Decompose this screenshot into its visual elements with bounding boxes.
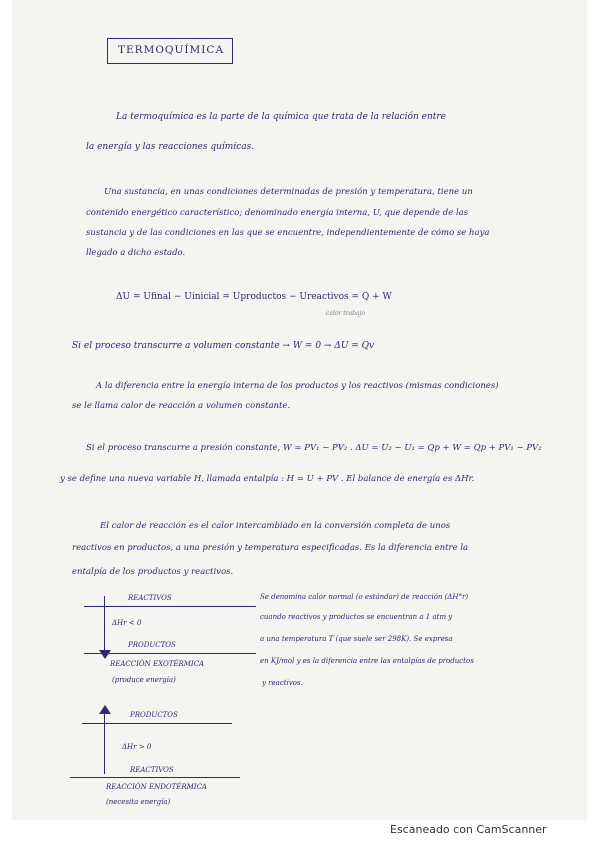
paragraph-line: La termoquímica es la parte de la química que trata de la relación entre (116, 112, 446, 122)
paragraph-line: sustancia y de las condiciones en las que se encuentre, independientemente de cómo se haya (86, 228, 490, 238)
endo-bottom-label: REACTIVOS (130, 766, 174, 774)
paragraph-line: Si el proceso transcurre a presión constante, W = PV₁ − PV₂ . ΔU = U₂ − U₁ = Qp + W = Qp + PV₁ − PV₂ (86, 443, 542, 453)
paragraph-line: se le llama calor de reacción a volumen constante. (72, 401, 291, 411)
exo-caption: REACCIÓN EXOTÉRMICA (110, 660, 205, 668)
endo-caption: REACCIÓN ENDOTÉRMICA (106, 783, 207, 791)
page-title: TERMOQUÍMICA (118, 44, 225, 56)
paragraph-line: y se define una nueva variable H, llamada entalpía : H = U + PV . El balance de energía es ΔHr. (60, 474, 475, 484)
equation-annotation: calor trabajo (326, 310, 365, 317)
paragraph-line: contenido energético característico; denominado energía interna, U, que depende de las (86, 208, 469, 218)
definition-line: y reactivos. (262, 679, 303, 687)
definition-line: Se denomina calor normal (o estándar) de reacción (ΔH°r) (260, 593, 469, 601)
exo-arrow-shaft (104, 596, 105, 654)
endo-top-label: PRODUCTOS (130, 711, 178, 719)
paragraph-line: reactivos en productos, a una presión y temperatura especificadas. Es la diferencia entre la (72, 543, 469, 553)
energy-equation: ΔU = Ufinal − Uinicial = Uproductos − Ureactivos = Q + W (116, 292, 392, 302)
exo-bottom-label: PRODUCTOS (128, 641, 176, 649)
endo-arrow-shaft (104, 712, 105, 774)
endo-bottom-level-line (70, 777, 240, 778)
arrow-down-icon (99, 650, 111, 660)
paragraph-line: A la diferencia entre la energía interna de los productos y los reactivos (mismas condiciones) (96, 381, 499, 391)
endo-note: (necesita energía) (106, 798, 171, 806)
paragraph-line: Si el proceso transcurre a volumen constante → W = 0 → ΔU = Qv (72, 341, 375, 351)
arrow-up-icon (99, 705, 111, 715)
scanner-watermark: Escaneado con CamScanner (390, 823, 547, 836)
paragraph-line: llegado a dicho estado. (86, 248, 186, 258)
exo-top-level-line (84, 606, 256, 607)
exo-top-label: REACTIVOS (128, 594, 172, 602)
exo-note: (produce energía) (112, 676, 176, 684)
paragraph-line: la energía y las reacciones químicas. (86, 142, 255, 152)
paragraph-line: Una sustancia, en unas condiciones determinadas de presión y temperatura, tiene un (104, 187, 473, 197)
paragraph-line: El calor de reacción es el calor intercambiado en la conversión completa de unos (100, 521, 451, 531)
exo-enthalpy-label: ΔHr < 0 (112, 619, 142, 627)
definition-line: en KJ/mol y es la diferencia entre las entalpías de productos (260, 657, 474, 665)
exo-bottom-level-line (84, 653, 256, 654)
definition-line: a una temperatura T (que suele ser 298K). Se expresa (260, 635, 453, 643)
definition-line: cuando reactivos y productos se encuentran a 1 atm y (260, 613, 453, 621)
endo-enthalpy-label: ΔHr > 0 (122, 743, 152, 751)
paragraph-line: entalpía de los productos y reactivos. (72, 567, 234, 577)
